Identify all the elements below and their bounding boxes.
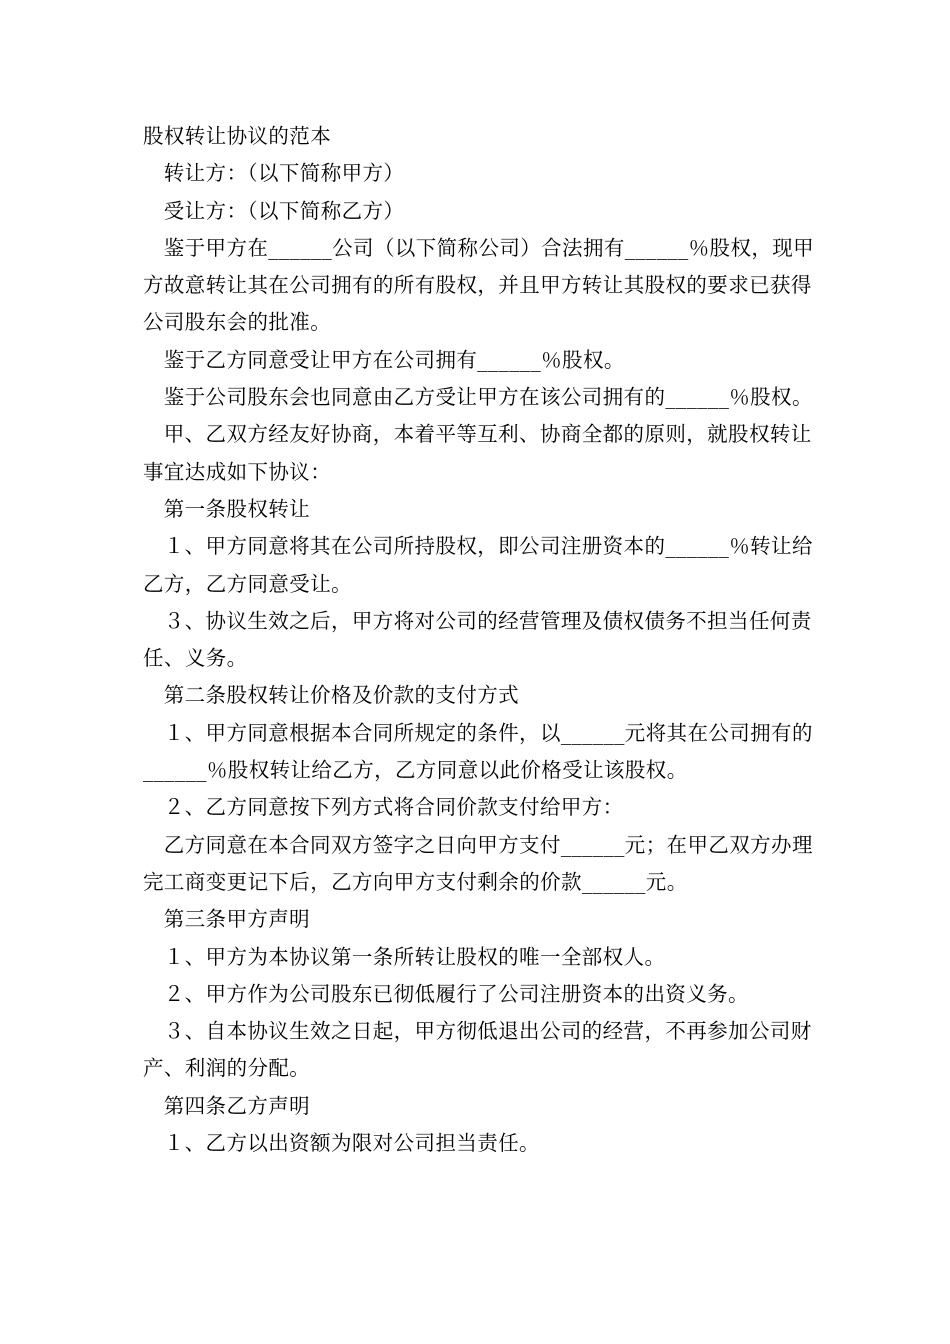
clause-paragraph: ３、协议生效之后，甲方将对公司的经营管理及债权债务不担当任何责任、义务。 bbox=[143, 608, 812, 671]
clause-paragraph: １、乙方以出资额为限对公司担当责任。 bbox=[143, 1131, 540, 1156]
recital-paragraph: 鉴于甲方在______公司（以下简称公司）合法拥有______％股权，现甲方故意转让其在公司拥有的所有股权，并且甲方转让其股权的要求已获得公司股东会的批准。 bbox=[143, 235, 815, 335]
article-heading: 第二条股权转让价格及价款的支付方式 bbox=[143, 683, 520, 708]
document-body bbox=[143, 118, 815, 1162]
transferee-line: 受让方：（以下简称乙方） bbox=[143, 198, 405, 223]
recital-paragraph: 鉴于乙方同意受让甲方在公司拥有______％股权。 bbox=[143, 347, 625, 372]
article-heading: 第四条乙方声明 bbox=[143, 1093, 311, 1118]
clause-paragraph: １、甲方同意将其在公司所持股权，即公司注册资本的______％转让给乙方，乙方同意受让。 bbox=[143, 534, 813, 596]
clause-paragraph: 乙方同意在本合同双方签字之日向甲方支付______元；在甲乙双方办理完工商变更记下后，乙方向甲方支付剩余的价款______元。 bbox=[143, 832, 813, 894]
clause-paragraph: １、甲方同意根据本合同所规定的条件，以______元将其在公司拥有的______％股权转让给乙方，乙方同意以此价格受让该股权。 bbox=[143, 720, 813, 783]
clause-paragraph: ３、自本协议生效之日起，甲方彻低退出公司的经营，不再参加公司财产、利润的分配。 bbox=[143, 1019, 812, 1081]
document-title: 股权转让协议的范本 bbox=[143, 124, 332, 148]
clause-paragraph: １、甲方为本协议第一条所转让股权的唯一全部权人。 bbox=[143, 944, 666, 969]
transferor-line: 转让方：（以下简称甲方） bbox=[143, 161, 405, 186]
agreement-intro: 甲、乙双方经友好协商，本着平等互利、协商全都的原则，就股权转让事宜达成如下协议： bbox=[143, 422, 812, 484]
clause-paragraph: ２、乙方同意按下列方式将合同价款支付给甲方： bbox=[143, 795, 624, 820]
article-heading: 第一条股权转让 bbox=[143, 496, 311, 521]
article-heading: 第三条甲方声明 bbox=[143, 907, 311, 932]
clause-paragraph: ２、甲方作为公司股东已彻低履行了公司注册资本的出资义务。 bbox=[143, 981, 749, 1006]
recital-paragraph: 鉴于公司股东会也同意由乙方受让甲方在该公司拥有的______％股权。 bbox=[143, 385, 813, 410]
